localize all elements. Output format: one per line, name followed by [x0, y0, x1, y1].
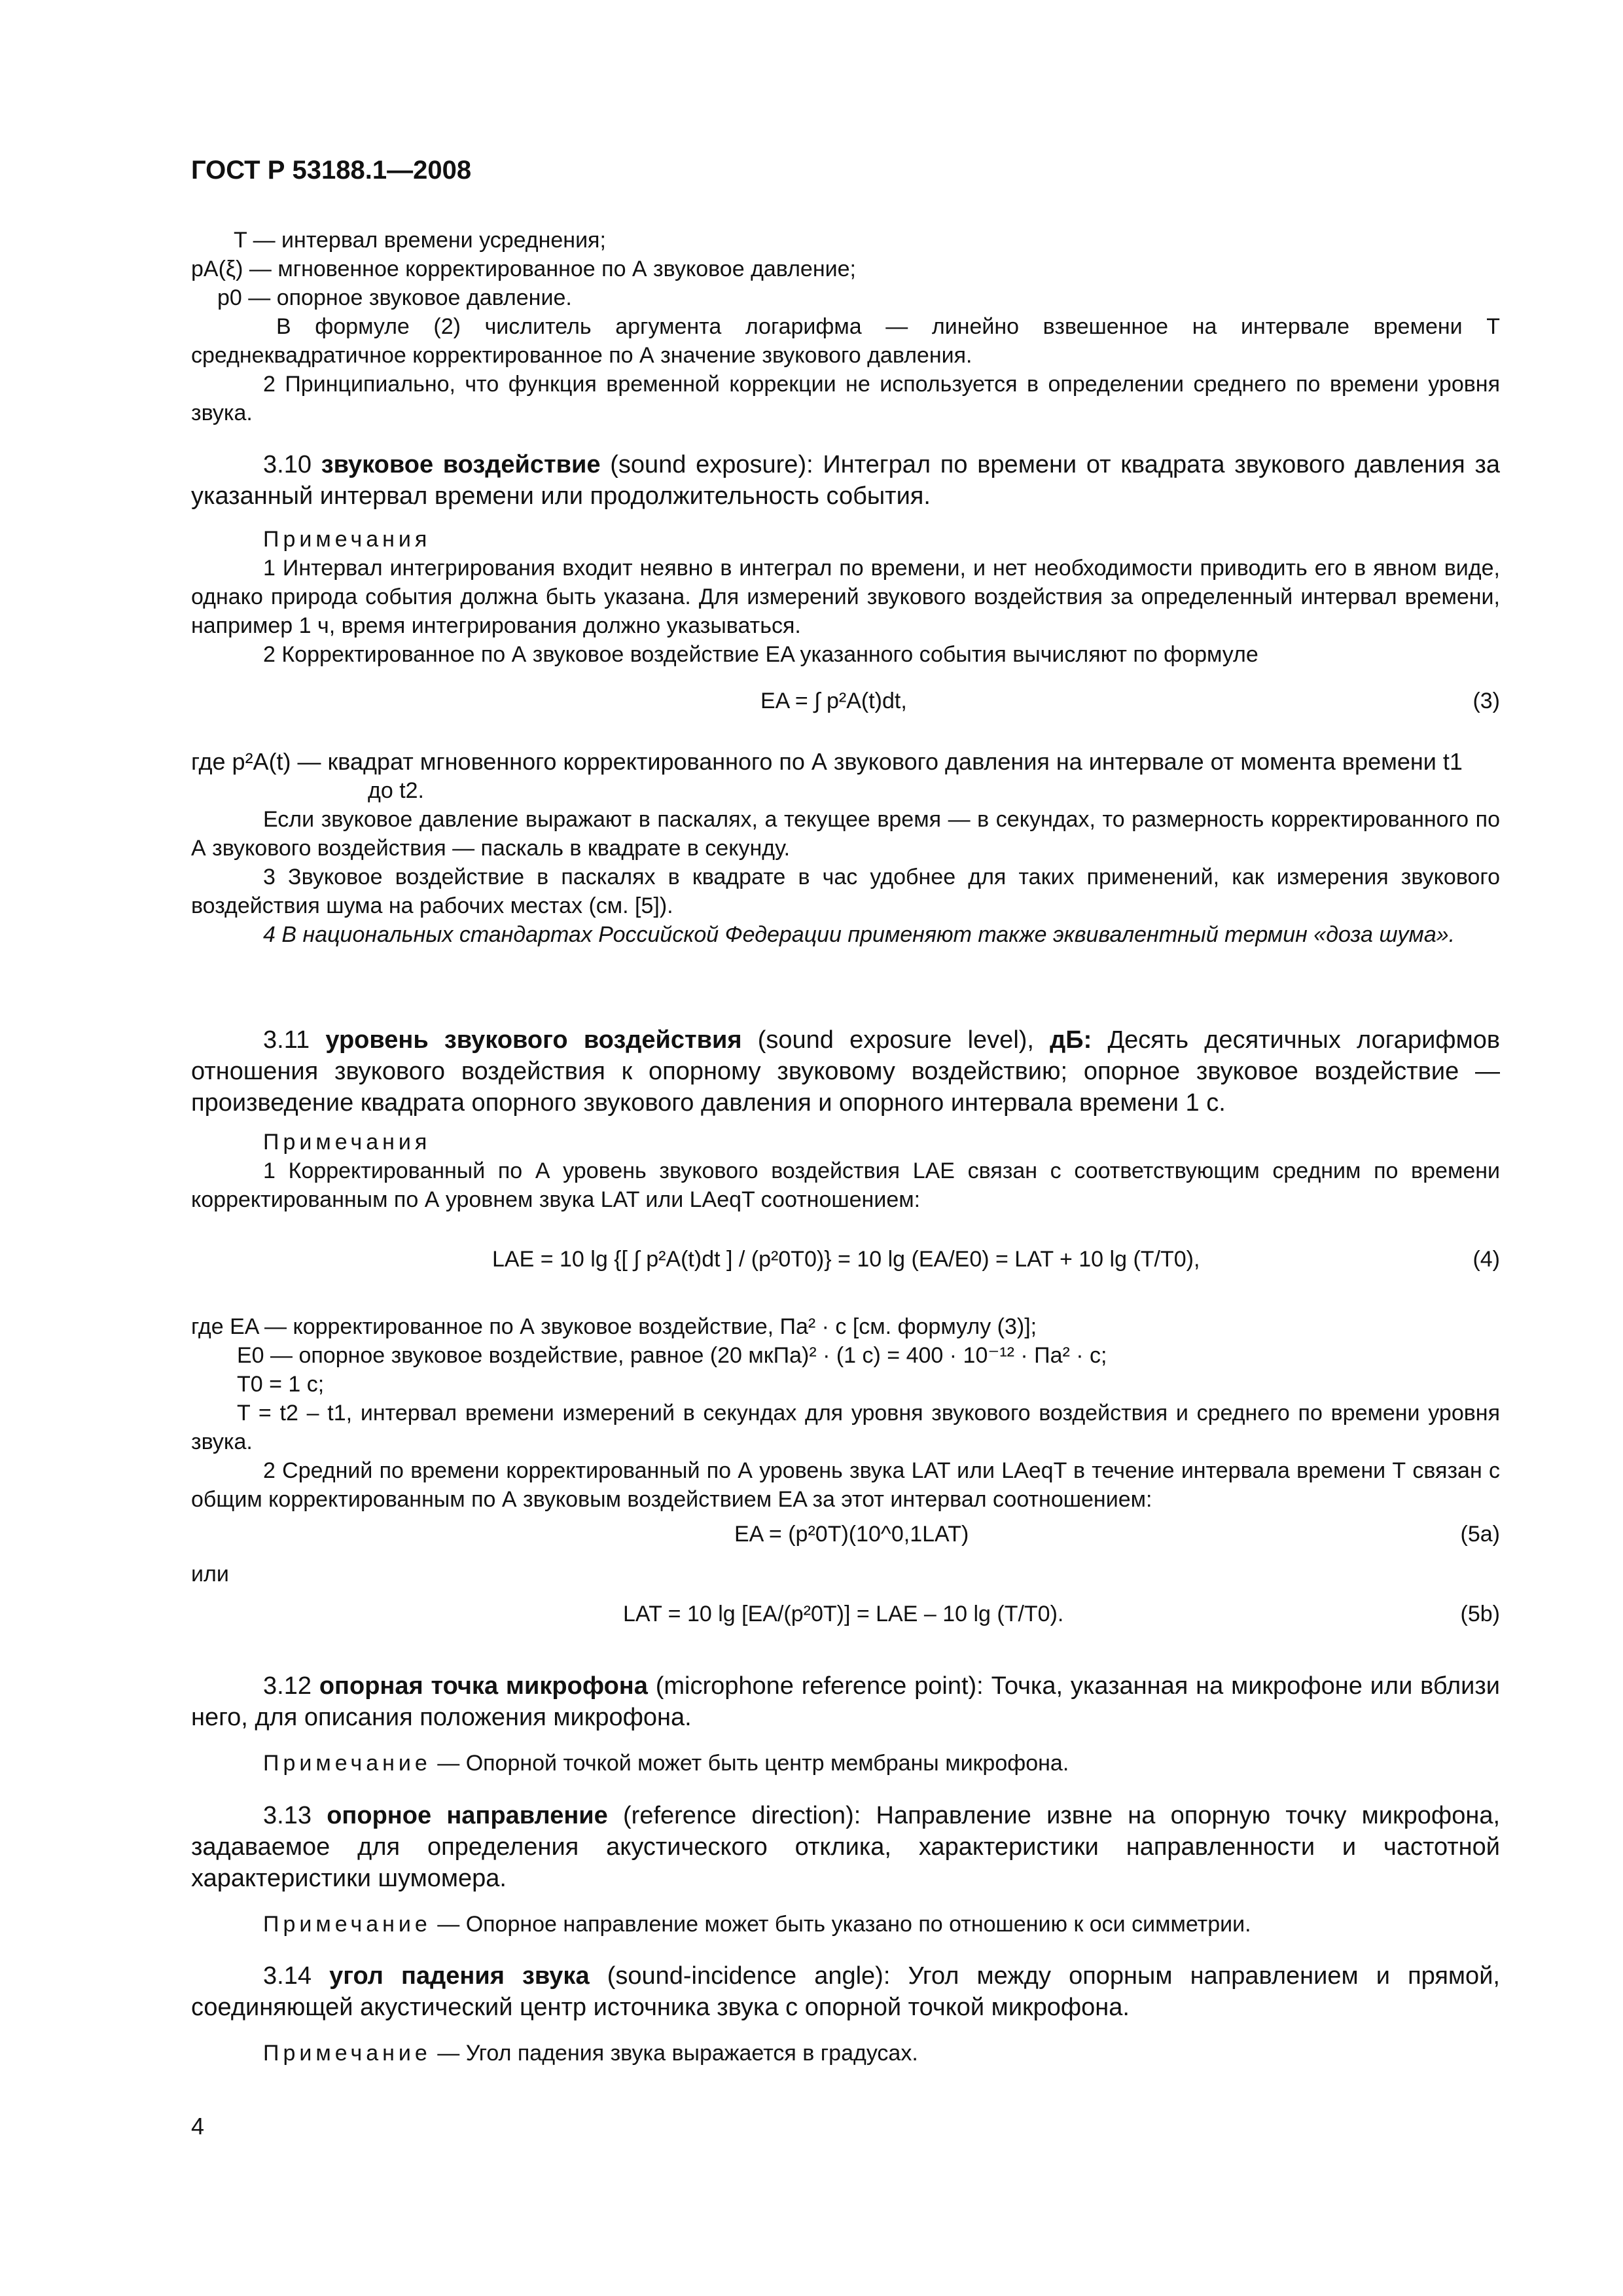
term-title: звуковое воздействие — [321, 451, 601, 478]
formula-3: EA = ∫ p²A(t)dt, — [760, 689, 907, 713]
term-definition: (reference direction): Направление извне на опорную точку микрофона, задаваемое для определения акустического отклика, характеристики направленности и частотной характеристики шумомера. — [191, 1802, 1501, 1892]
section-3-14 — [191, 1960, 1500, 2068]
note-1: 1 Интервал интегрирования входит неявно в интеграл по времени, и нет необходимости приводить его в явном виде, однако природа события должна быть указана. Для измерений звукового воздействия за определенный интервал времени, например 1 ч, время интегрирования должно указываться. — [191, 556, 1500, 638]
term-unit: дБ: — [1050, 1026, 1092, 1054]
where-EA: где EA — корректированное по А звуковое воздействие, Па² · с [см. формулу (3)]; — [191, 1314, 1037, 1339]
term-3-13 — [191, 1800, 1500, 1894]
note — [191, 1910, 1500, 1939]
term-definition: (microphone reference point): Точка, указанная на микрофоне или вблизи него, для описания положения микрофона. — [191, 1672, 1501, 1731]
where-clause: где p²A(t) — квадрат мгновенного корректированного по А звукового давления на интервале от момента времени t1 — [191, 748, 1463, 775]
note — [191, 2039, 1500, 2068]
def-note-paragraph: В формуле (2) числитель аргумента логарифма — линейно взвешенное на интервале времени Т среднеквадратичное корректированное по А значение звукового давления. — [191, 314, 1500, 368]
formula-4: LAE = 10 lg {[ ∫ p²A(t)dt ] / (p²0T0)} = 10 lg (EA/E0) = LAT + 10 lg (T/T0), — [492, 1247, 1200, 1272]
formula-3-number: (3) — [1472, 689, 1500, 713]
note-2: 2 Средний по времени корректированный по А уровень звука LAT или LAeqT в течение интервала времени Т связан с общим корректированным по А звуковым воздействием EA за этот интервал соотношением: — [191, 1458, 1500, 1512]
where-T0: T0 = 1 с; — [237, 1372, 325, 1397]
term-number: 3.13 — [263, 1802, 312, 1829]
formula-3-row — [191, 669, 1500, 747]
term-number: 3.14 — [263, 1962, 312, 1990]
def-note-2: 2 Принципиально, что функция временной коррекции не используется в определении среднего по времени уровня звука. — [191, 372, 1500, 425]
formula-5a-number: (5а) — [1460, 1522, 1500, 1547]
section-3-13 — [191, 1800, 1500, 1939]
term-3-14 — [191, 1960, 1500, 2023]
term-title: опорное направление — [327, 1802, 608, 1829]
term-definition: Десять десятичных логарифмов отношения звукового воздействия к опорному звуковому воздействию; опорное звуковое воздействие — произведение квадрата опорного звукового давления и опорного интервала времени 1 с. — [191, 1026, 1501, 1117]
section-3-12 — [191, 1670, 1500, 1778]
section-3-11 — [191, 1024, 1500, 1641]
or-word: или — [191, 1562, 229, 1587]
page-number: 4 — [191, 2113, 205, 2140]
top-definitions — [191, 226, 1500, 427]
term-number: 3.11 — [263, 1026, 310, 1054]
note-3: 3 Звуковое воздействие в паскалях в квадрате в час удобнее для таких применений, как измерения звукового воздействия шума на рабочих местах (см. [5]). — [191, 865, 1500, 918]
term-3-10 — [191, 449, 1500, 512]
note-text: — Опорное направление может быть указано по отношению к оси симметрии. — [437, 1912, 1251, 1937]
term-english: (sound exposure level), — [757, 1026, 1034, 1054]
where-E0: E0 — опорное звуковое воздействие, равное (20 мкПа)² · (1 с) = 400 · 10⁻¹² · Па² · с; — [237, 1343, 1107, 1368]
term-3-11 — [191, 1024, 1500, 1119]
term-title: опорная точка микрофона — [319, 1672, 648, 1700]
formula-5b-number: (5b) — [1460, 1602, 1500, 1626]
formula-4-number: (4) — [1472, 1247, 1500, 1272]
term-definition: (sound exposure): Интеграл по времени от квадрата звукового давления за указанный интервал времени или продолжительность события. — [191, 451, 1500, 510]
term-3-12 — [191, 1670, 1500, 1733]
note-2: 2 Корректированное по А звуковое воздействие EA указанного события вычисляют по формуле — [263, 642, 1258, 667]
note-text: — Опорной точкой может быть центр мембраны микрофона. — [437, 1751, 1069, 1776]
formula-4-row — [191, 1214, 1500, 1312]
where-T: T = t2 – t1, интервал времени измерений в секундах для уровня звукового воздействия и среднего по времени уровня звука. — [191, 1401, 1500, 1454]
formula-5a-row — [191, 1514, 1500, 1560]
document-header: ГОСТ Р 53188.1—2008 — [191, 156, 472, 185]
note-2-cont: Если звуковое давление выражают в паскалях, а текущее время — в секундах, то размерность корректированного по А звукового воздействия — паскаль в квадрате в секунду. — [191, 807, 1500, 861]
term-number: 3.12 — [263, 1672, 312, 1700]
formula-5b: LAT = 10 lg [EA/(p²0T)] = LAE – 10 lg (T/T0). — [623, 1602, 1064, 1626]
notes-label: Примечания — [263, 527, 431, 552]
formula-5b-row — [191, 1588, 1500, 1641]
term-definition: (sound-incidence angle): Угол между опорным направлением и прямой, соединяющей акустический центр источника звука с опорной точкой микрофона. — [191, 1962, 1500, 2021]
note-4: 4 В национальных стандартах Российской Федерации применяют также эквивалентный термин «доза шума». — [263, 922, 1455, 947]
note-label: Примечание — [263, 2041, 431, 2066]
formula-5a: EA = (p²0T)(10^0,1LAT) — [734, 1522, 969, 1547]
note — [191, 1749, 1500, 1778]
section-3-10 — [191, 449, 1500, 949]
notes-label: Примечания — [263, 1130, 431, 1155]
term-number: 3.10 — [263, 451, 312, 478]
def-p0: p0 — опорное звуковое давление. — [217, 285, 572, 310]
note-1: 1 Корректированный по А уровень звукового воздействия LAE связан с соответствующим средним по времени корректированным по А уровнем звука LAT или LAeqT соотношением: — [191, 1158, 1500, 1212]
def-pA: pA(ξ) — мгновенное корректированное по А звуковое давление; — [191, 257, 856, 281]
note-text: — Угол падения звука выражается в градусах. — [437, 2041, 918, 2066]
note-label: Примечание — [263, 1912, 431, 1937]
note-label: Примечание — [263, 1751, 431, 1776]
where-clause-end: до t2. — [368, 778, 424, 803]
def-T: T — интервал времени усреднения; — [234, 228, 606, 253]
term-title: уровень звукового воздействия — [325, 1026, 742, 1054]
term-title: угол падения звука — [329, 1962, 590, 1990]
